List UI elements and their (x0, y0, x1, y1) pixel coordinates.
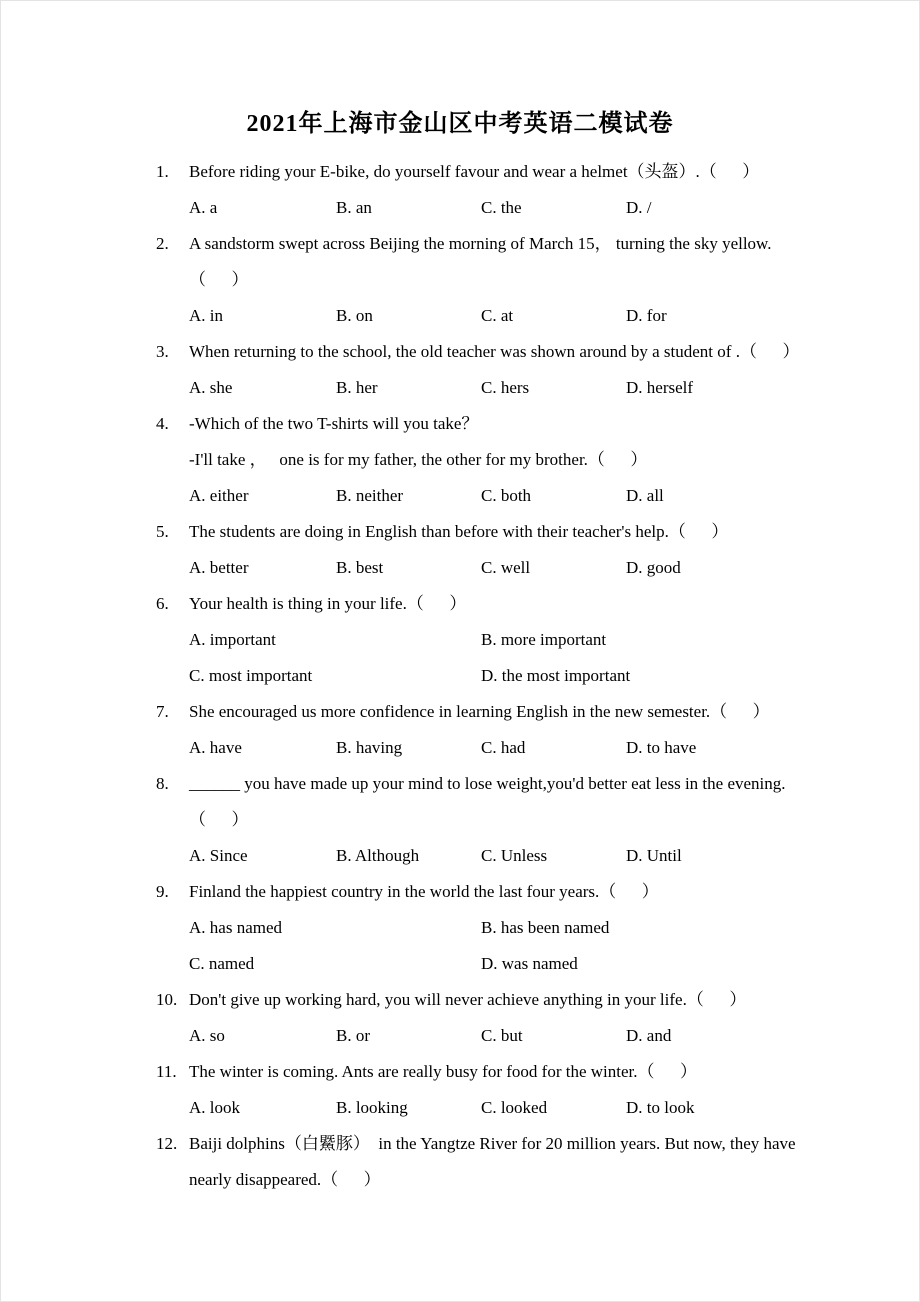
option-row (189, 298, 899, 334)
question-block (156, 586, 899, 694)
option-row (189, 622, 899, 658)
question-number: 4. (156, 414, 169, 433)
option-c: C. at (481, 306, 514, 325)
question-body (189, 406, 899, 514)
question-text-line: Don't give up working hard, you will never achieve anything in your life.（ ） (189, 990, 747, 1009)
question-number: 5. (156, 522, 169, 541)
option-row (189, 190, 899, 226)
option-b: B. an (336, 198, 372, 217)
question-number: 2. (156, 234, 169, 253)
option-b: B. has been named (481, 918, 610, 937)
question-text-line: Baiji dolphins（白鱀豚） in the Yangtze River for 20 million years. But now, they have (189, 1134, 796, 1153)
option-row (189, 910, 899, 946)
option-d: D. the most important (481, 666, 631, 685)
question-number: 10. (156, 990, 178, 1009)
question-text-line: Before riding your E-bike, do yourself favour and wear a helmet（头盔）.（ ） (189, 162, 760, 181)
option-b: B. looking (336, 1098, 408, 1117)
question-number: 6. (156, 594, 169, 613)
option-c: C. both (481, 486, 532, 505)
question-text-line: （ ） (189, 810, 249, 829)
option-a: A. in (189, 306, 223, 325)
question-block (156, 1126, 899, 1198)
questions-list (156, 154, 899, 1198)
option-a: A. either (189, 486, 249, 505)
option-b: B. Although (336, 846, 420, 865)
question-number: 9. (156, 882, 169, 901)
option-a: A. she (189, 378, 233, 397)
question-body (189, 694, 899, 766)
question-block (156, 982, 899, 1054)
option-b: B. having (336, 738, 403, 757)
option-c: C. looked (481, 1098, 548, 1117)
option-c: C. the (481, 198, 522, 217)
question-text-line: When returning to the school, the old teacher was shown around by a student of .（ ） (189, 342, 800, 361)
option-c: C. hers (481, 378, 530, 397)
question-number: 8. (156, 774, 169, 793)
question-number: 12. (156, 1134, 178, 1153)
option-d: D. was named (481, 954, 578, 973)
question-text-line: Finland the happiest country in the world the last four years.（ ） (189, 882, 659, 901)
question-body (189, 766, 899, 874)
option-b: B. or (336, 1026, 370, 1045)
question-text-line: She encouraged us more confidence in learning English in the new semester.（ ） (189, 702, 770, 721)
question-block (156, 1054, 899, 1126)
option-b: B. best (336, 558, 384, 577)
option-a: A. has named (189, 918, 283, 937)
question-text-line: A sandstorm swept across Beijing the morning of March 15， turning the sky yellow. (189, 234, 772, 253)
option-b: B. more important (481, 630, 607, 649)
question-text-line: ______ you have made up your mind to lose weight,you'd better eat less in the evening. (189, 774, 786, 793)
option-b: B. neither (336, 486, 404, 505)
option-d: D. for (626, 306, 667, 325)
question-block (156, 226, 899, 334)
option-a: A. important (189, 630, 276, 649)
option-d: D. / (626, 198, 652, 217)
question-number: 7. (156, 702, 169, 721)
question-text-line: -Which of the two T-shirts will you take？ (189, 414, 479, 433)
option-c: C. well (481, 558, 531, 577)
option-row (189, 1018, 899, 1054)
option-a: A. better (189, 558, 249, 577)
option-d: D. herself (626, 378, 694, 397)
option-a: A. so (189, 1026, 225, 1045)
question-body (189, 154, 899, 226)
question-body (189, 874, 899, 982)
question-text-line: -I'll take ， one is for my father, the other for my brother.（ ） (189, 450, 648, 469)
option-row (189, 370, 899, 406)
option-row (189, 478, 899, 514)
question-block (156, 154, 899, 226)
option-d: D. and (626, 1026, 672, 1045)
option-d: D. all (626, 486, 664, 505)
option-d: D. good (626, 558, 681, 577)
option-a: A. a (189, 198, 218, 217)
question-body (189, 1126, 899, 1198)
question-body (189, 334, 899, 406)
option-row (189, 730, 899, 766)
question-text-line: Your health is thing in your life.（ ） (189, 594, 467, 613)
question-text-line: The winter is coming. Ants are really busy for food for the winter.（ ） (189, 1062, 697, 1081)
question-text-line: （ ） (189, 270, 249, 289)
question-body (189, 1054, 899, 1126)
option-row (189, 946, 899, 982)
option-d: D. to have (626, 738, 697, 757)
question-text-line: The students are doing in English than before with their teacher's help.（ ） (189, 522, 729, 541)
page-title: 2021年上海市金山区中考英语二模试卷 (246, 111, 674, 137)
option-b: B. her (336, 378, 378, 397)
option-d: D. Until (626, 846, 682, 865)
question-body (189, 982, 899, 1054)
question-body (189, 226, 899, 334)
question-block (156, 874, 899, 982)
question-number: 1. (156, 162, 169, 181)
option-c: C. had (481, 738, 526, 757)
option-c: C. most important (189, 666, 313, 685)
question-block (156, 514, 899, 586)
option-a: A. have (189, 738, 242, 757)
question-block (156, 766, 899, 874)
option-c: C. Unless (481, 846, 548, 865)
question-block (156, 406, 899, 514)
option-row (189, 550, 899, 586)
option-row (189, 838, 899, 874)
question-block (156, 334, 899, 406)
option-row (189, 1090, 899, 1126)
question-number: 3. (156, 342, 169, 361)
question-body (189, 514, 899, 586)
option-c: C. but (481, 1026, 523, 1045)
question-body (189, 586, 899, 694)
option-b: B. on (336, 306, 373, 325)
option-row (189, 658, 899, 694)
question-number: 11. (156, 1062, 177, 1081)
question-block (156, 694, 899, 766)
option-a: A. look (189, 1098, 240, 1117)
option-a: A. Since (189, 846, 248, 865)
option-c: C. named (189, 954, 255, 973)
option-d: D. to look (626, 1098, 695, 1117)
question-text-line: nearly disappeared.（ ） (189, 1170, 381, 1189)
